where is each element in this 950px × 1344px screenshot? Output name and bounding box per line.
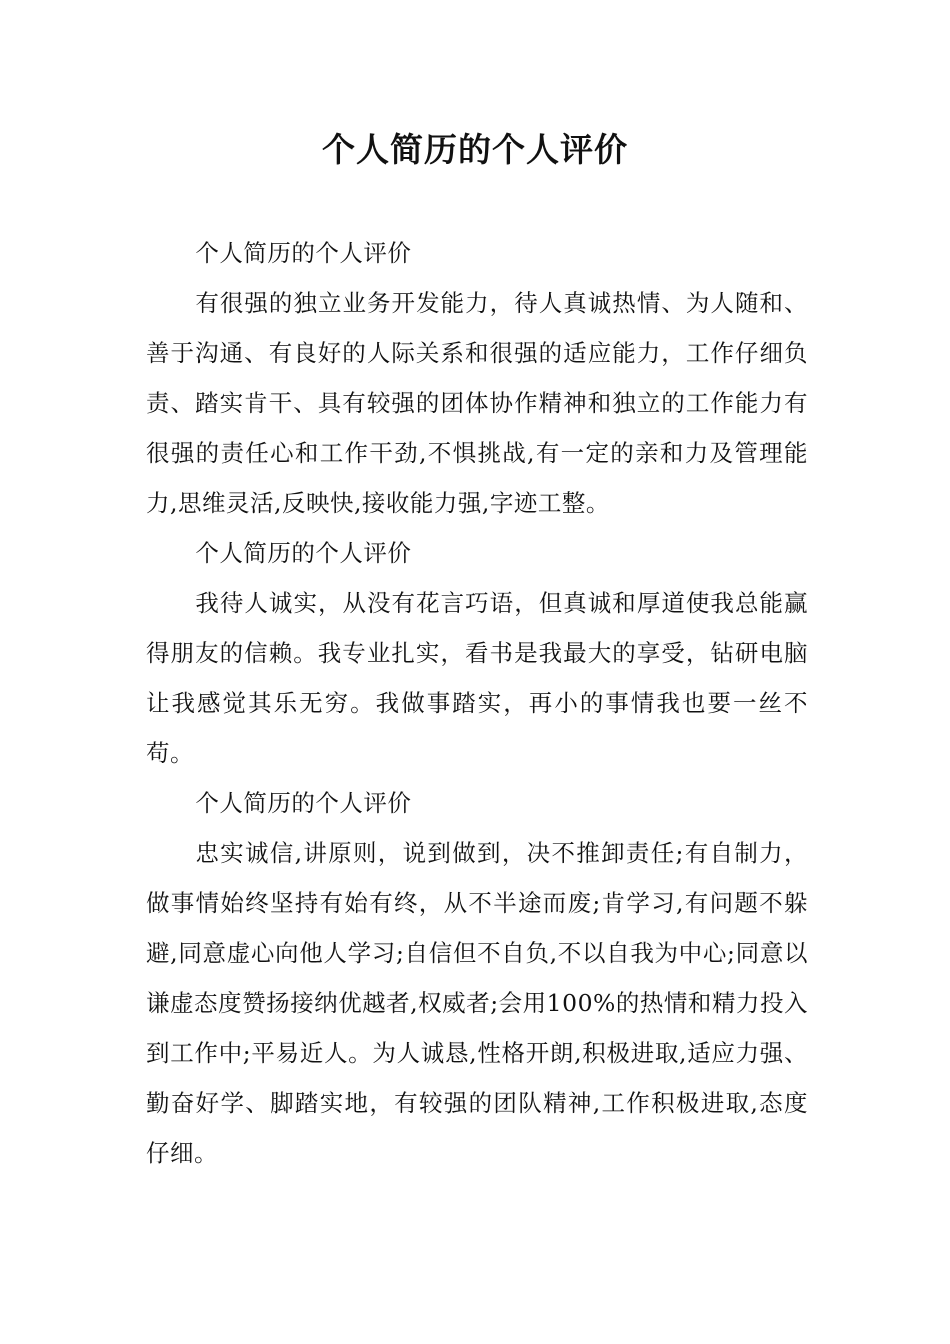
section-heading-2: 个人简历的个人评价 — [195, 539, 412, 567]
paragraph-3: 忠实诚信,讲原则，说到做到，决不推卸责任;有自制力，做事情始终坚持有始有终，从不半途而废;肯学习,有问题不躲避,同意虚心向他人学习;自信但不自负,不以自我为中心;同意以谦虚态度赞扬接纳优越者,权威者;会用100%的热情和精力投入到工作中;平易近人。为人诚恳,性格开朗,积极进取,适应力强、勤奋好学、脚踏实地，有较强的团队精神,工作积极进取,态度仔细。 — [146, 839, 808, 1167]
section-heading-1: 个人简历的个人评价 — [195, 239, 412, 267]
paragraph-2: 我待人诚实，从没有花言巧语，但真诚和厚道使我总能赢得朋友的信赖。我专业扎实，看书是我最大的享受，钻研电脑让我感觉其乐无穷。我做事踏实，再小的事情我也要一丝不苟。 — [146, 589, 808, 767]
paragraph-1: 有很强的独立业务开发能力，待人真诚热情、为人随和、善于沟通、有良好的人际关系和很强的适应能力，工作仔细负责、踏实肯干、具有较强的团体协作精神和独立的工作能力有很强的责任心和工作干劲,不惧挑战,有一定的亲和力及管理能力,思维灵活,反映快,接收能力强,字迹工整。 — [146, 289, 808, 517]
document-title: 个人简历的个人评价 — [322, 130, 628, 169]
document-body — [146, 228, 808, 1178]
section-heading-3: 个人简历的个人评价 — [195, 789, 412, 817]
